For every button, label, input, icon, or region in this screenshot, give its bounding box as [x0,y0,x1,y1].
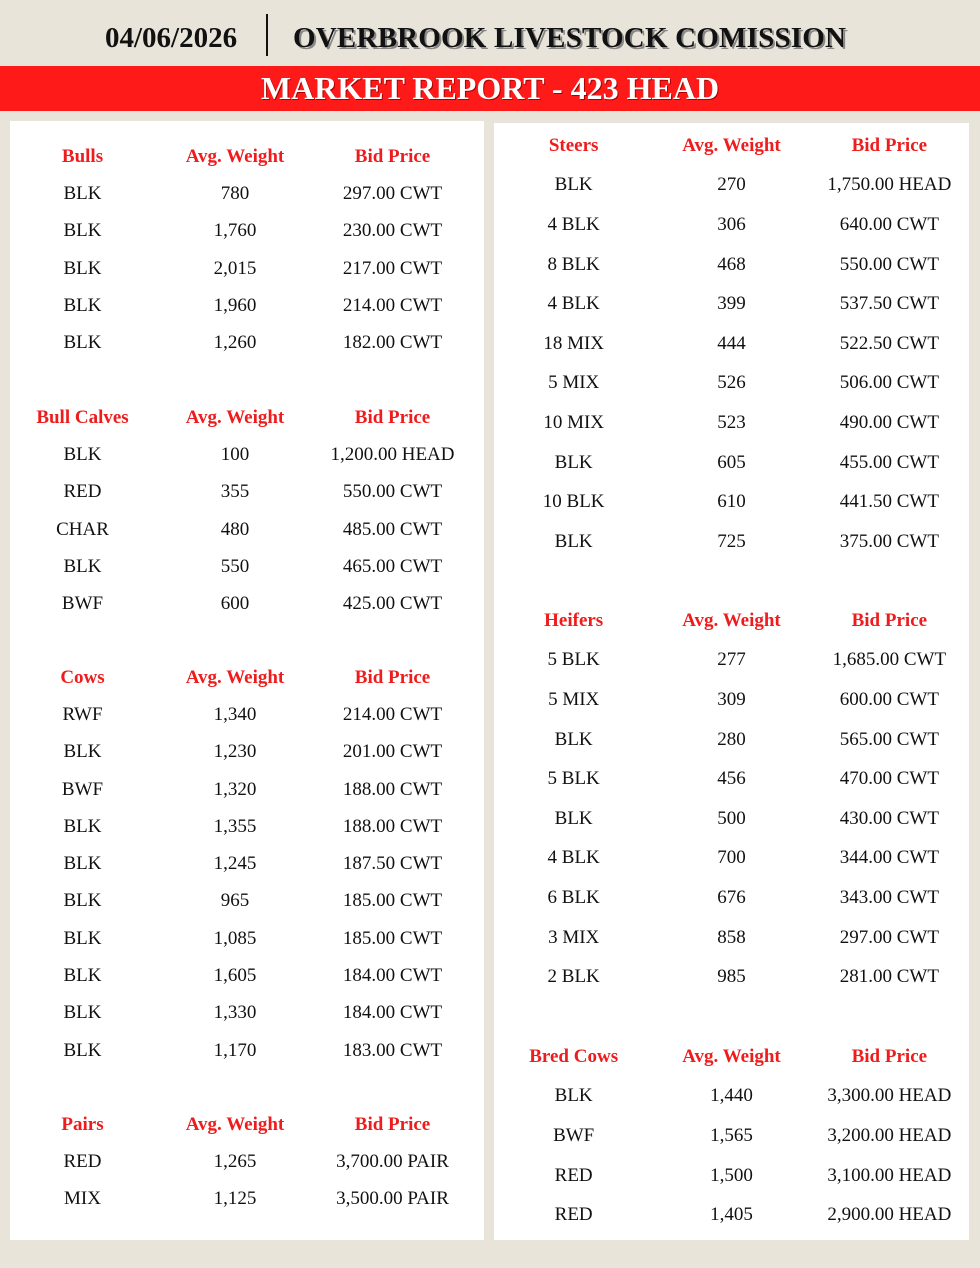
left-panel [10,121,484,1240]
cattle-type: BLK [63,443,102,465]
bid-price: 217.00 CWT [342,257,443,279]
table-row [10,436,484,473]
table-row [494,364,969,404]
table-row [10,995,484,1032]
table-row [10,213,484,250]
section-heifers [494,601,969,997]
section-header [494,601,969,641]
table-row [10,696,484,733]
bid-price: 490.00 CWT [839,411,939,433]
cattle-type: BLK [63,555,102,577]
table-row [494,166,969,206]
cattle-type: RED [554,1164,593,1186]
report-banner [0,66,980,111]
section-title: Pairs [61,1113,104,1135]
cattle-type: BLK [63,294,102,316]
avg-weight: 725 [717,530,746,552]
cattle-type: BLK [63,1039,102,1061]
section-title: Cows [60,666,105,688]
bid-price: 230.00 CWT [342,220,443,242]
bid-price: 430.00 CWT [839,807,939,829]
cattle-type: BLK [554,728,593,750]
section-title: Bull Calves [36,406,129,428]
avg-weight: 1,260 [213,332,257,354]
cattle-type: CHAR [56,518,109,540]
table-row [494,720,969,760]
table-row [10,175,484,212]
cattle-type: BLK [554,451,593,473]
cattle-type: BLK [63,1002,102,1024]
section-cows [10,659,484,1069]
cattle-type: 10 BLK [542,491,605,513]
avg-weight: 1,605 [213,965,257,987]
avg-weight: 550 [220,555,250,577]
avg-weight: 605 [717,451,746,473]
table-row [10,771,484,808]
cattle-type: 5 BLK [547,649,600,671]
table-row [10,1032,484,1069]
bid-price: 441.50 CWT [839,491,939,513]
section-title: Steers [548,134,599,156]
avg-weight: 600 [220,593,250,615]
avg-weight: 523 [717,411,746,433]
avg-weight: 1,760 [213,220,257,242]
avg-weight: 526 [717,372,746,394]
cattle-type: 5 MIX [548,372,600,394]
bid-price: 187.50 CWT [342,853,443,875]
avg-weight: 280 [717,728,746,750]
table-row [494,284,969,324]
table-row [494,1195,969,1235]
avg-weight: 1,340 [213,703,257,725]
organization-name: OVERBROOK LIVESTOCK COMISSION [293,22,847,54]
cattle-type: BLK [63,815,102,837]
cattle-type: BWF [553,1124,595,1146]
section-title: Heifers [544,609,604,631]
bid-price: 297.00 CWT [839,926,939,948]
bid-price: 183.00 CWT [342,1039,443,1061]
price-header: Bid Price [354,666,431,688]
bid-price: 600.00 CWT [839,688,939,710]
bid-price: 214.00 CWT [342,294,443,316]
section-header [494,126,969,166]
bid-price: 2,900.00 HEAD [827,1204,952,1226]
avg-weight: 306 [717,213,746,235]
cattle-type: BLK [63,182,102,204]
table-row [494,957,969,997]
bid-price: 465.00 CWT [342,555,443,577]
avg-weight: 480 [220,518,250,540]
table-row [10,734,484,771]
weight-header: Avg. Weight [682,134,781,156]
title-bar [0,0,980,66]
price-header: Bid Price [851,134,928,156]
cattle-type: BLK [554,1085,593,1107]
divider [266,14,268,56]
cattle-type: BLK [63,332,102,354]
bid-price: 3,500.00 PAIR [336,1188,449,1210]
table-row [494,918,969,958]
table-row [494,1116,969,1156]
section-pairs [10,1106,484,1218]
table-row [10,250,484,287]
table-row [494,839,969,879]
avg-weight: 355 [220,481,250,503]
cattle-type: BLK [63,965,102,987]
table-row [10,845,484,882]
avg-weight: 676 [717,886,746,908]
bid-price: 214.00 CWT [342,703,443,725]
avg-weight: 1,245 [213,853,257,875]
report-date: 04/06/2026 [105,22,238,54]
table-row [494,443,969,483]
avg-weight: 1,320 [213,778,257,800]
cattle-type: 5 MIX [548,688,600,710]
price-header: Bid Price [851,1045,928,1067]
cattle-type: 2 BLK [547,966,600,988]
avg-weight: 2,015 [213,257,257,279]
avg-weight: 1,565 [710,1124,753,1146]
bid-price: 3,700.00 PAIR [336,1150,449,1172]
section-bred-cows [494,1037,969,1235]
avg-weight: 1,440 [710,1085,753,1107]
bid-price: 550.00 CWT [839,253,939,275]
table-row [10,585,484,622]
right-panel [494,123,969,1240]
table-row [10,287,484,324]
avg-weight: 1,125 [213,1188,257,1210]
section-steers [494,126,969,562]
table-row [494,680,969,720]
cattle-type: BLK [63,853,102,875]
table-row [10,474,484,511]
cattle-type: 3 MIX [548,926,600,948]
table-row [494,799,969,839]
bid-price: 425.00 CWT [342,593,443,615]
price-header: Bid Price [354,406,431,428]
cattle-type: BWF [61,593,104,615]
section-title: Bred Cows [529,1045,619,1067]
cattle-type: 8 BLK [547,253,600,275]
table-row [494,1156,969,1196]
cattle-type: BLK [63,257,102,279]
weight-header: Avg. Weight [682,609,781,631]
bid-price: 297.00 CWT [342,182,443,204]
cattle-type: RED [63,1150,102,1172]
bid-price: 185.00 CWT [342,890,443,912]
bid-price: 1,685.00 CWT [832,649,947,671]
avg-weight: 1,500 [710,1164,753,1186]
avg-weight: 1,170 [213,1039,257,1061]
cattle-type: BLK [554,807,593,829]
table-row [10,920,484,957]
cattle-type: BLK [63,741,102,763]
table-row [10,1143,484,1180]
bid-price: 470.00 CWT [839,768,939,790]
avg-weight: 985 [717,966,746,988]
cattle-type: 10 MIX [543,411,605,433]
section-bulls [10,138,484,362]
section-header [494,1037,969,1077]
bid-price: 3,200.00 HEAD [827,1124,952,1146]
table-row [494,522,969,562]
avg-weight: 1,355 [213,815,257,837]
bid-price: 344.00 CWT [839,847,939,869]
bid-price: 184.00 CWT [342,1002,443,1024]
cattle-type: BLK [63,927,102,949]
avg-weight: 468 [717,253,746,275]
table-row [494,482,969,522]
table-row [494,205,969,245]
weight-header: Avg. Weight [185,1113,285,1135]
avg-weight: 500 [717,807,746,829]
bid-price: 201.00 CWT [342,741,443,763]
table-row [10,324,484,361]
section-header [10,138,484,175]
cattle-type: RWF [62,703,103,725]
bid-price: 3,300.00 HEAD [827,1085,952,1107]
table-row [494,245,969,285]
weight-header: Avg. Weight [185,406,285,428]
avg-weight: 965 [220,890,250,912]
avg-weight: 858 [717,926,746,948]
bid-price: 182.00 CWT [342,332,443,354]
price-header: Bid Price [851,609,928,631]
price-header: Bid Price [354,1113,431,1135]
section-header [10,399,484,436]
avg-weight: 399 [717,293,746,315]
cattle-type: 18 MIX [543,332,605,354]
price-header: Bid Price [354,145,431,167]
weight-header: Avg. Weight [185,145,285,167]
bid-price: 455.00 CWT [839,451,939,473]
cattle-type: 4 BLK [547,293,600,315]
table-row [10,808,484,845]
cattle-type: MIX [64,1188,101,1210]
cattle-type: RED [554,1204,593,1226]
table-row [494,759,969,799]
section-title: Bulls [61,145,104,167]
avg-weight: 270 [717,174,746,196]
table-row [494,403,969,443]
bid-price: 3,100.00 HEAD [827,1164,952,1186]
cattle-type: 4 BLK [547,213,600,235]
table-row [10,548,484,585]
bid-price: 1,200.00 HEAD [330,443,455,465]
table-row [494,1077,969,1117]
bid-price: 188.00 CWT [342,778,443,800]
avg-weight: 1,330 [213,1002,257,1024]
weight-header: Avg. Weight [682,1045,781,1067]
bid-price: 343.00 CWT [839,886,939,908]
bid-price: 485.00 CWT [342,518,443,540]
table-row [10,1181,484,1218]
avg-weight: 444 [717,332,746,354]
cattle-type: 4 BLK [547,847,600,869]
bid-price: 565.00 CWT [839,728,939,750]
table-row [494,324,969,364]
avg-weight: 700 [717,847,746,869]
bid-price: 375.00 CWT [839,530,939,552]
cattle-type: BLK [554,530,593,552]
avg-weight: 1,960 [213,294,257,316]
table-row [494,641,969,681]
bid-price: 185.00 CWT [342,927,443,949]
bid-price: 640.00 CWT [839,213,939,235]
bid-price: 537.50 CWT [839,293,939,315]
avg-weight: 610 [717,491,746,513]
section-header [10,659,484,696]
cattle-type: RED [63,481,102,503]
cattle-type: 5 BLK [547,768,600,790]
avg-weight: 1,405 [710,1204,753,1226]
avg-weight: 277 [717,649,746,671]
avg-weight: 780 [220,182,250,204]
cattle-type: BWF [61,778,104,800]
avg-weight: 456 [717,768,746,790]
bid-price: 1,750.00 HEAD [827,174,952,196]
avg-weight: 309 [717,688,746,710]
section-header [10,1106,484,1143]
banner-title: MARKET REPORT - 423 HEAD [260,70,720,106]
section-bull-calves [10,399,484,623]
avg-weight: 1,230 [213,741,257,763]
table-row [10,883,484,920]
cattle-type: BLK [63,890,102,912]
avg-weight: 1,085 [213,927,257,949]
weight-header: Avg. Weight [185,666,285,688]
cattle-type: BLK [554,174,593,196]
bid-price: 506.00 CWT [839,372,939,394]
bid-price: 550.00 CWT [342,481,443,503]
table-row [494,878,969,918]
bid-price: 188.00 CWT [342,815,443,837]
avg-weight: 1,265 [213,1150,257,1172]
cattle-type: 6 BLK [547,886,600,908]
table-row [10,511,484,548]
bid-price: 522.50 CWT [839,332,939,354]
bid-price: 281.00 CWT [839,966,939,988]
bid-price: 184.00 CWT [342,965,443,987]
cattle-type: BLK [63,220,102,242]
avg-weight: 100 [220,443,250,465]
table-row [10,957,484,994]
